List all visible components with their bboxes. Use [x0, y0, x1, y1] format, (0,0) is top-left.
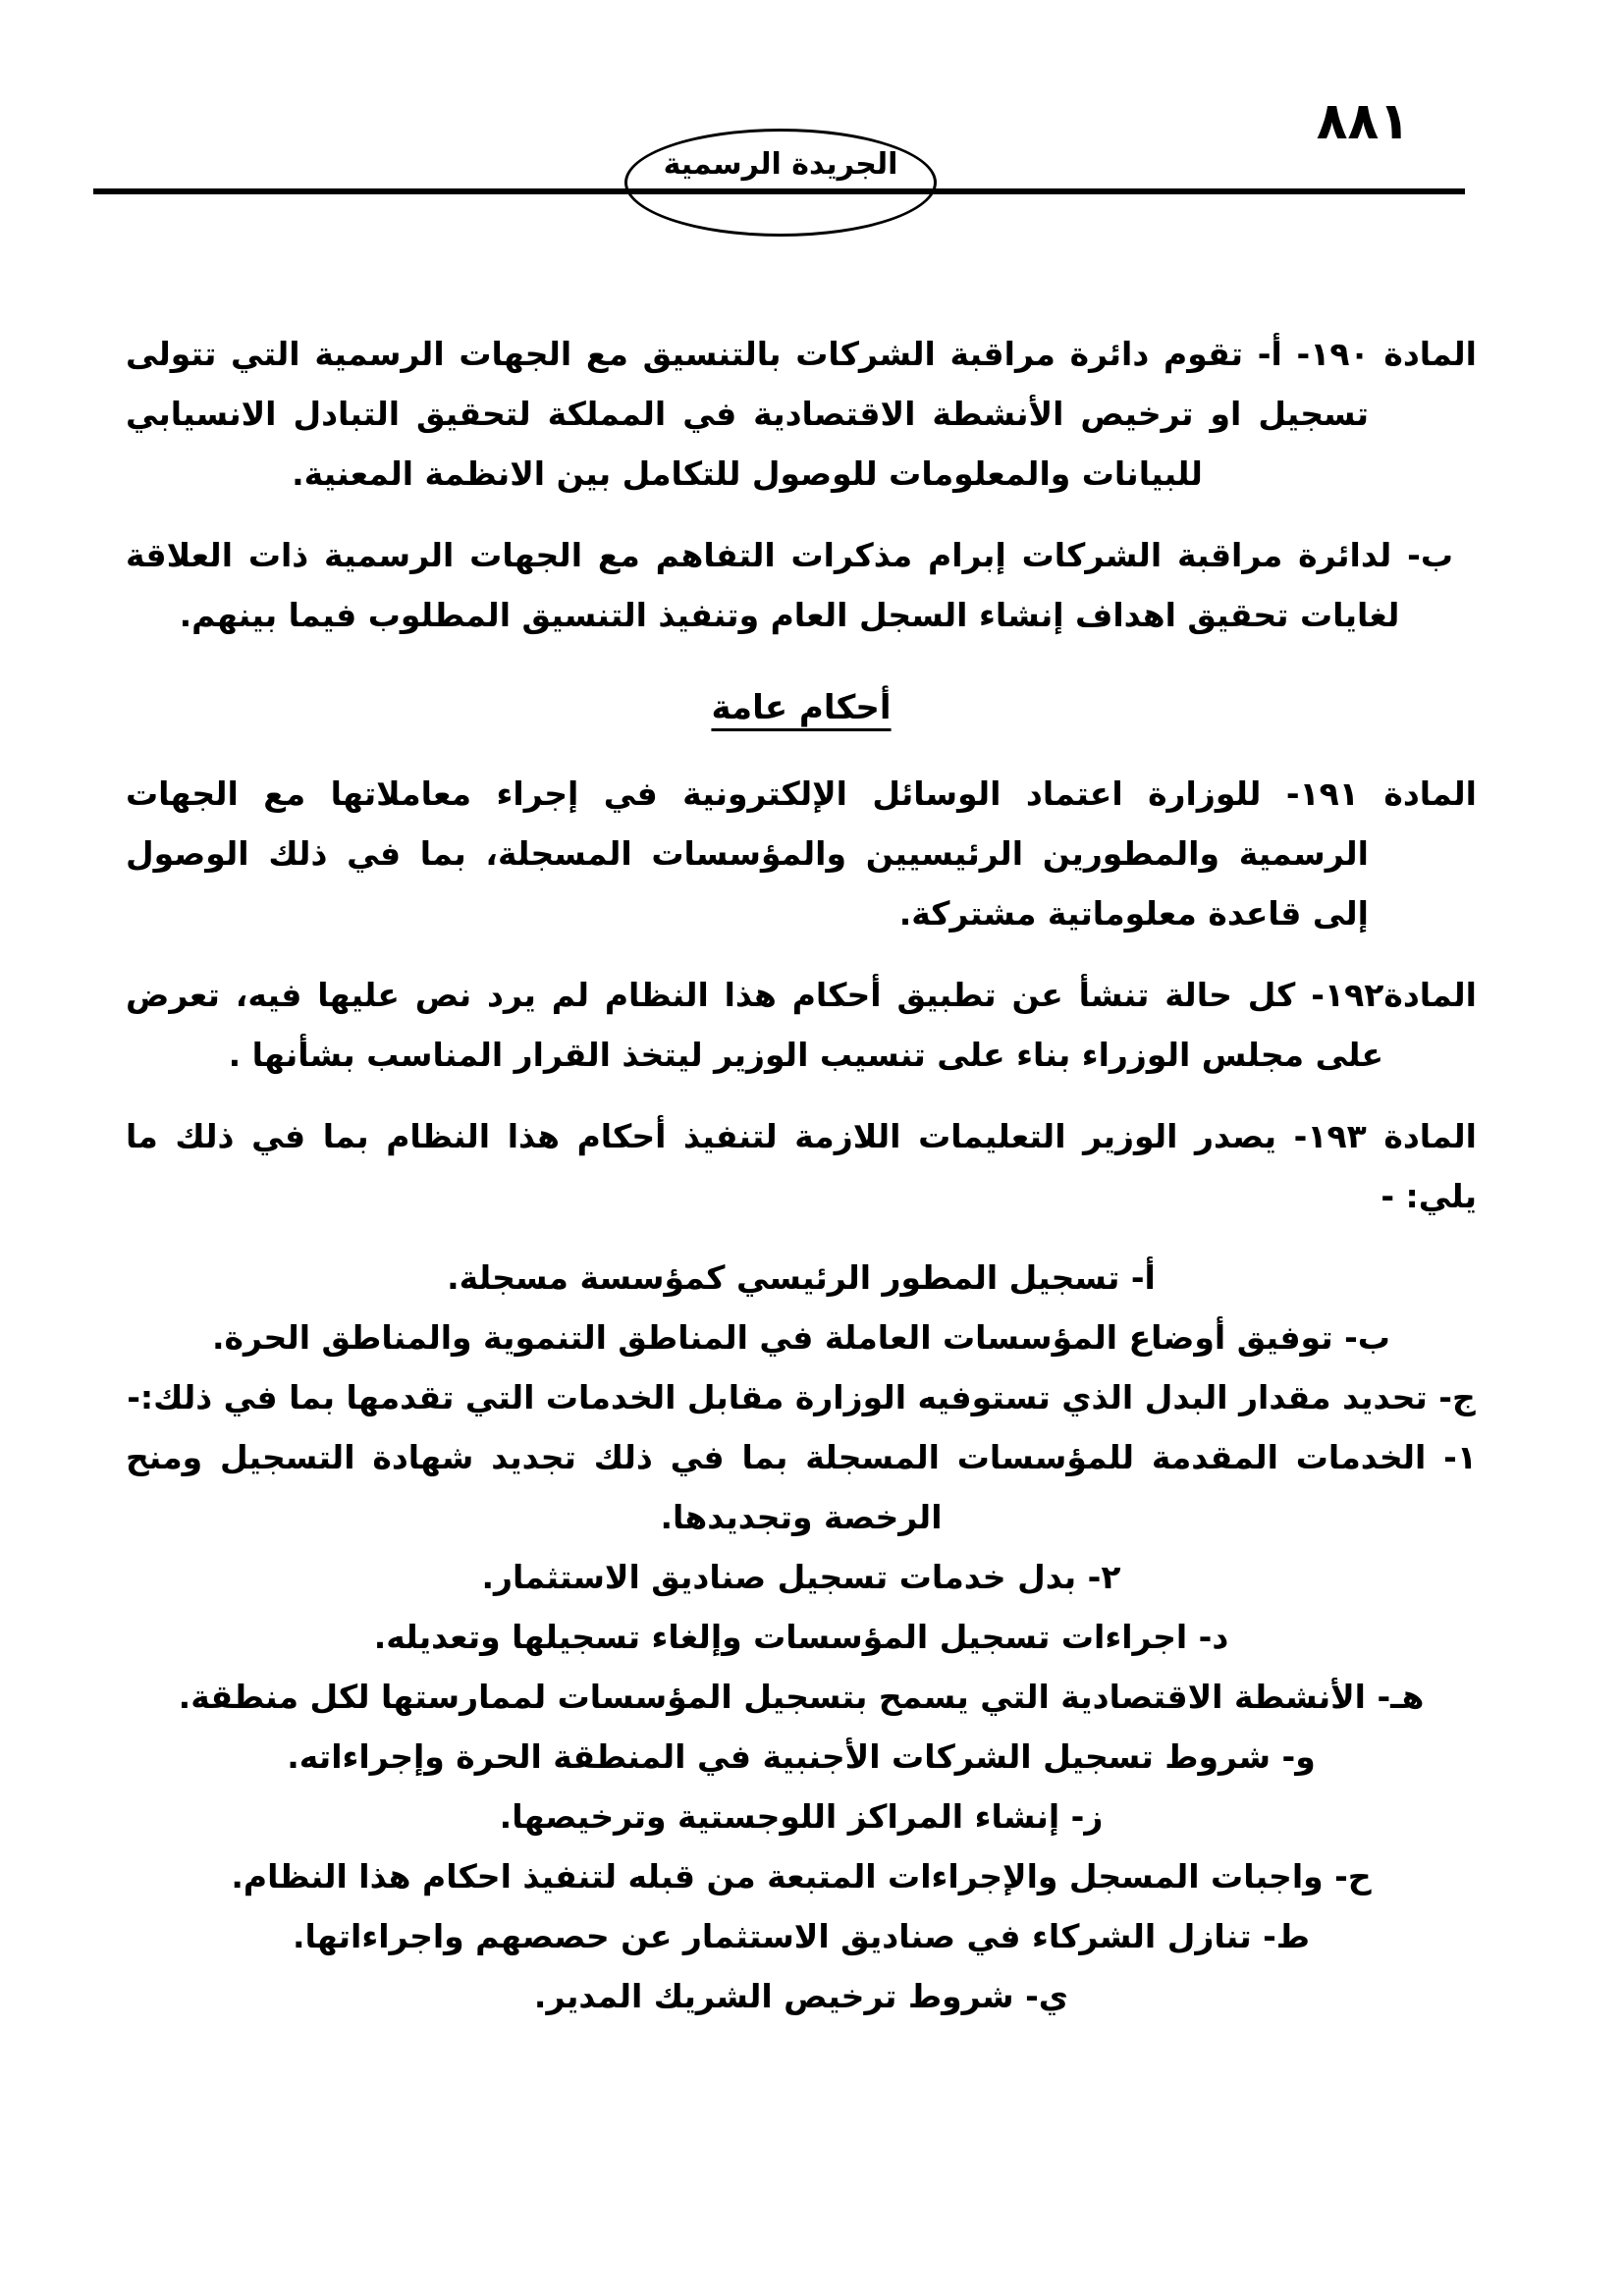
- list-item-2: ٢- بدل خدمات تسجيل صناديق الاستثمار.: [481, 1558, 1121, 1596]
- gazette-title-oval: [624, 129, 937, 237]
- article-193-intro: المادة ١٩٣- يصدر الوزير التعليمات اللازمة لتنفيذ أحكام هذا النظام بما في ذلك ما يلي: -: [126, 1117, 1477, 1215]
- list-item-h: هـ- الأنشطة الاقتصادية التي يسمح بتسجيل المؤسسات لممارستها لكل منطقة.: [178, 1678, 1425, 1716]
- list-item-hh: ح- واجبات المسجل والإجراءات المتبعة من قبله لتنفيذ احكام هذا النظام.: [231, 1857, 1372, 1896]
- list-item-j: ج- تحديد مقدار البدل الذي تستوفيه الوزارة مقابل الخدمات التي تقدمها بما في ذلك:-: [127, 1378, 1476, 1416]
- list-item-z: ز- إنشاء المراكز اللوجستية وترخيصها.: [499, 1797, 1104, 1836]
- document-body: [126, 324, 1477, 2026]
- list-item-d: د- اجراءات تسجيل المؤسسات وإلغاء تسجيلها وتعديله.: [373, 1618, 1229, 1656]
- list-item-t: ط- تنازل الشركاء في صناديق الاستثمار عن حصصهم واجراءاتها.: [292, 1917, 1311, 1955]
- list-item-b: ب- توفيق أوضاع المؤسسات العاملة في المناطق التنموية والمناطق الحرة.: [212, 1318, 1390, 1357]
- article-193-items: [126, 1248, 1477, 2026]
- article-192: المادة١٩٢- كل حالة تنشأ عن تطبيق أحكام هذا النظام لم يرد نص عليها فيه، تعرض على مجلس الوزراء بناء على تنسيب الوزير ليتخذ القرار المناسب بشأنها .: [126, 976, 1477, 1074]
- page-number: ٨٨١: [1316, 92, 1410, 151]
- list-item-w: و- شروط تسجيل الشركات الأجنبية في المنطقة الحرة وإجراءاته.: [287, 1737, 1316, 1776]
- list-item-a: أ- تسجيل المطور الرئيسي كمؤسسة مسجلة.: [447, 1258, 1156, 1297]
- list-item-y: ي- شروط ترخيص الشريك المدير.: [533, 1977, 1069, 2015]
- article-190-a: المادة ١٩٠- أ- تقوم دائرة مراقبة الشركات بالتنسيق مع الجهات الرسمية التي تتولى تسجيل او ترخيص الأنشطة الاقتصادية في المملكة لتحقيق التبادل الانسيابي للبيانات والمعلومات للوصول للتكامل بين الانظمة المعنية.: [126, 335, 1477, 493]
- article-191: المادة ١٩١- للوزارة اعتماد الوسائل الإلكترونية في إجراء معاملاتها مع الجهات الرسمية والمطورين الرئيسيين والمؤسسات المسجلة، بما في ذلك الوصول إلى قاعدة معلوماتية مشتركة.: [126, 774, 1477, 933]
- article-190-b: ب- لدائرة مراقبة الشركات إبرام مذكرات التفاهم مع الجهات الرسمية ذات العلاقة لغايات تحقيق اهداف إنشاء السجل العام وتنفيذ التنسيق المطلوب فيما بينهم.: [126, 536, 1453, 634]
- list-item-1: ١- الخدمات المقدمة للمؤسسات المسجلة بما في ذلك تجديد شهادة التسجيل ومنح الرخصة وتجديدها.: [126, 1438, 1477, 1536]
- gazette-title: الجريدة الرسمية: [663, 147, 898, 182]
- general-provisions-heading: أحكام عامة: [711, 688, 892, 727]
